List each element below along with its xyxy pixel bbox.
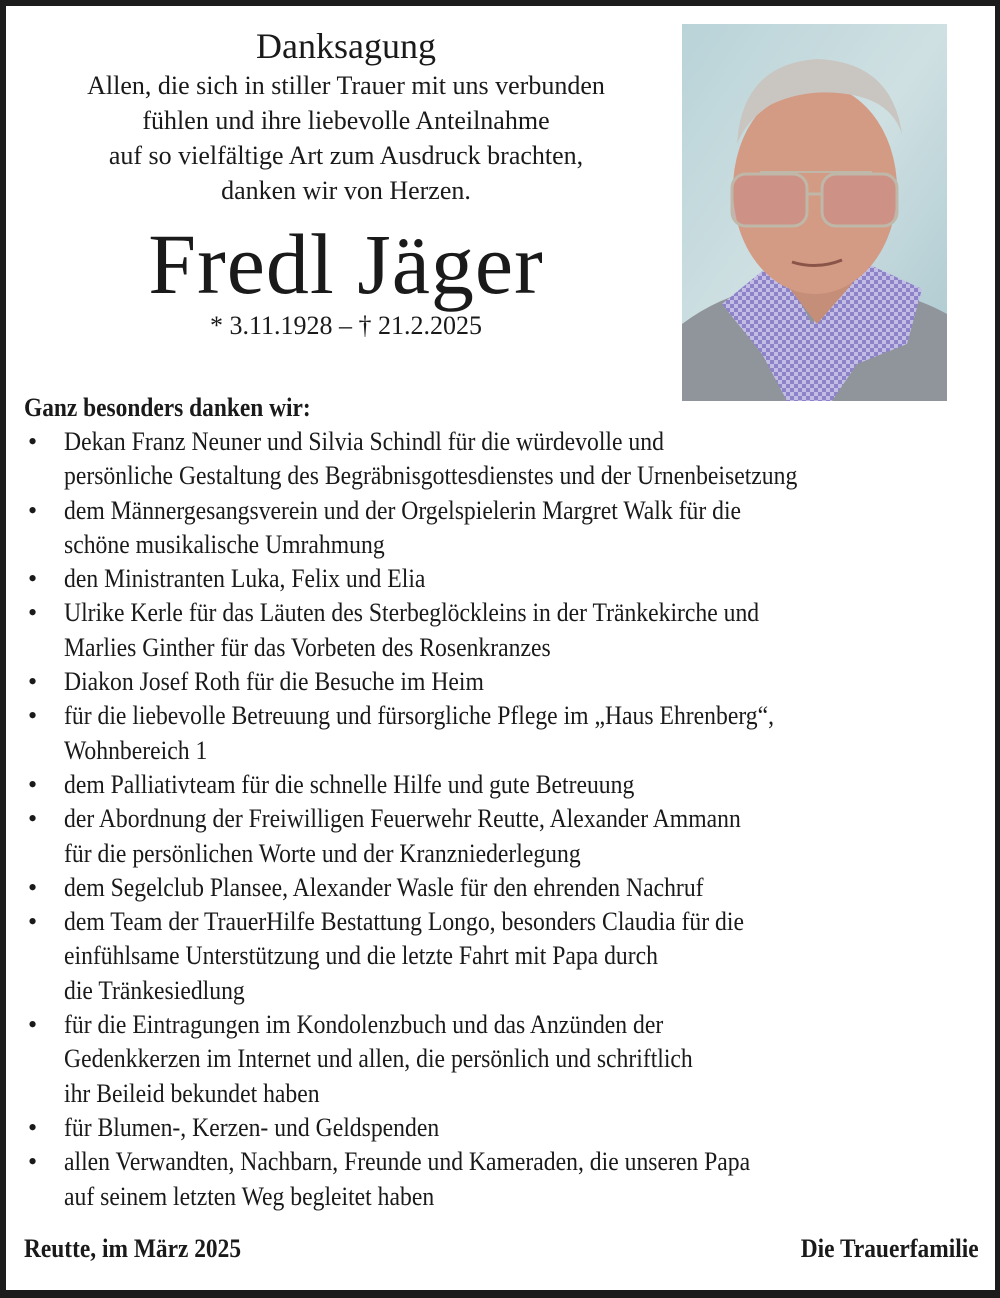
list-item (24, 871, 984, 905)
list-item-text: dem Segelclub Plansee, Alexander Wasle für den ehrenden Nachruf (64, 872, 704, 902)
list-item-text: für die liebevolle Betreuung und fürsorgliche Pflege im „Haus Ehrenberg“, Wohnbereich 1 (64, 701, 775, 765)
intro-line: fühlen und ihre liebevolle Anteilnahme (142, 106, 550, 135)
header (26, 24, 666, 342)
deceased-name: Fredl Jäger (148, 216, 544, 312)
bullet-icon: • (28, 564, 38, 594)
bullet-icon: • (28, 598, 38, 628)
list-item (24, 802, 984, 871)
list-item (24, 768, 984, 802)
list-item (24, 665, 984, 699)
bullet-icon: • (28, 667, 38, 697)
bullet-icon: • (28, 907, 38, 937)
page-title: Danksagung (256, 26, 436, 66)
list-item-text: Dekan Franz Neuner und Silvia Schindl für die würdevolle und persönliche Gestaltung des Begräbnisgottesdienstes und der Urnenbeisetzung (64, 427, 798, 491)
list-item-text: allen Verwandten, Nachbarn, Freunde und Kameraden, die unseren Papa auf seinem letzten Weg begleitet haben (64, 1147, 751, 1211)
bullet-icon: • (28, 1010, 38, 1040)
bullet-icon: • (28, 804, 38, 834)
intro-line: Allen, die sich in stiller Trauer mit uns verbunden (87, 71, 605, 100)
bullet-icon: • (28, 769, 38, 799)
thanks-heading: Ganz besonders danken wir: (24, 393, 311, 422)
signature: Die Trauerfamilie (801, 1234, 979, 1263)
bullet-icon: • (28, 427, 38, 456)
list-item (24, 494, 984, 563)
list-item-text: der Abordnung der Freiwilligen Feuerwehr Reutte, Alexander Ammann für die persönlichen Worte und der Kranzniederlegung (64, 804, 741, 868)
thanks-section (24, 391, 984, 1214)
list-item (24, 425, 984, 494)
list-item-text: für Blumen-, Kerzen- und Geldspenden (64, 1112, 440, 1142)
list-item (24, 1111, 984, 1145)
list-item-text: für die Eintragungen im Kondolenzbuch und das Anzünden der Gedenkkerzen im Internet und allen, die persönlich und schriftlich ihr Beileid bekundet haben (64, 1010, 693, 1108)
list-item-text: dem Männergesangsverein und der Orgelspielerin Margret Walk für die schöne musikalische Umrahmung (64, 495, 742, 559)
intro-line: danken wir von Herzen. (221, 176, 471, 205)
list-item (24, 905, 984, 1008)
list-item-text: Ulrike Kerle für das Läuten des Sterbeglöckleins in der Tränkekirche und Marlies Ginther für das Vorbeten des Rosenkranzes (64, 598, 760, 662)
thanks-list (24, 425, 984, 1214)
list-item-text: den Ministranten Luka, Felix und Elia (64, 564, 426, 594)
list-item (24, 596, 984, 665)
list-item-text: Diakon Josef Roth für die Besuche im Heim (64, 667, 484, 697)
intro-line: auf so vielfältige Art zum Ausdruck brachten, (108, 141, 584, 170)
intro-text (26, 68, 666, 208)
list-item (24, 1145, 984, 1214)
bullet-icon: • (28, 1147, 38, 1177)
list-item-text: dem Team der TrauerHilfe Bestattung Longo, besonders Claudia für die einfühlsame Unterstützung und die letzte Fahrt mit Papa durch die Tränkesiedlung (64, 907, 744, 1005)
bullet-icon: • (28, 872, 38, 902)
list-item (24, 562, 984, 596)
bullet-icon: • (28, 495, 38, 525)
life-dates: * 3.11.1928 – † 21.2.2025 (209, 311, 483, 340)
bullet-icon: • (28, 701, 38, 731)
place-date: Reutte, im März 2025 (24, 1234, 242, 1263)
list-item-text: dem Palliativteam für die schnelle Hilfe und gute Betreuung (64, 769, 635, 799)
portrait-photo (682, 24, 947, 401)
portrait-illustration (682, 24, 947, 401)
list-item (24, 1008, 984, 1111)
obituary-page (6, 6, 995, 1290)
list-item (24, 699, 984, 768)
bullet-icon: • (28, 1112, 38, 1142)
